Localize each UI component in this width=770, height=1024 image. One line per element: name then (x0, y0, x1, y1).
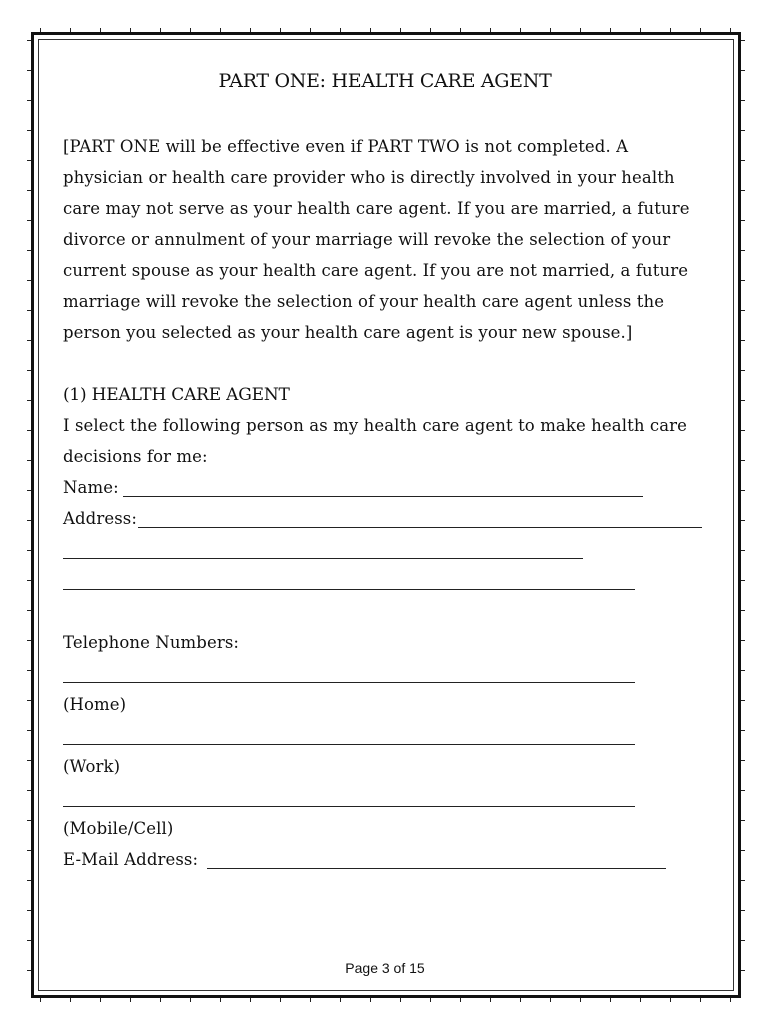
select-line: decisions for me: (63, 447, 208, 466)
border-tick (741, 160, 745, 161)
name-field[interactable] (123, 496, 643, 497)
border-tick (741, 40, 745, 41)
border-tick (741, 400, 745, 401)
border-tick (27, 550, 31, 551)
border-tick (741, 190, 745, 191)
border-tick (741, 970, 745, 971)
work-label: (Work) (63, 757, 121, 776)
border-tick (741, 340, 745, 341)
border-tick (27, 670, 31, 671)
border-tick (160, 28, 161, 32)
border-tick (280, 28, 281, 32)
border-tick (27, 280, 31, 281)
address-field-line-2[interactable] (63, 558, 583, 559)
border-tick (27, 760, 31, 761)
border-tick (250, 28, 251, 32)
border-tick (40, 998, 41, 1002)
border-tick (27, 220, 31, 221)
border-tick (741, 520, 745, 521)
home-phone-field[interactable] (63, 682, 635, 683)
border-tick (550, 998, 551, 1002)
border-tick (310, 28, 311, 32)
border-tick (741, 880, 745, 881)
address-field-line-1[interactable] (138, 527, 702, 528)
border-tick (741, 730, 745, 731)
border-tick (27, 580, 31, 581)
border-tick (580, 998, 581, 1002)
home-label: (Home) (63, 695, 127, 714)
border-tick (27, 820, 31, 821)
border-tick (190, 998, 191, 1002)
border-tick (40, 28, 41, 32)
border-tick (741, 910, 745, 911)
border-tick (100, 28, 101, 32)
section-heading: (1) HEALTH CARE AGENT (63, 385, 290, 405)
telephone-label: Telephone Numbers: (63, 633, 240, 652)
border-tick (741, 550, 745, 551)
mobile-phone-field[interactable] (63, 806, 635, 807)
border-tick (741, 610, 745, 611)
border-tick (160, 998, 161, 1002)
border-tick (27, 130, 31, 131)
border-tick (741, 580, 745, 581)
border-tick (490, 28, 491, 32)
border-tick (27, 250, 31, 251)
page-number: Page 3 of 15 (345, 960, 425, 976)
border-tick (700, 28, 701, 32)
border-tick (190, 28, 191, 32)
border-tick (340, 998, 341, 1002)
border-tick (430, 28, 431, 32)
border-tick (27, 970, 31, 971)
border-tick (27, 880, 31, 881)
border-tick (741, 370, 745, 371)
border-tick (741, 850, 745, 851)
intro-line: [PART ONE will be effective even if PART TWO is not completed. A (63, 137, 629, 156)
border-tick (520, 998, 521, 1002)
border-tick (27, 490, 31, 491)
border-tick (741, 250, 745, 251)
border-tick (27, 40, 31, 41)
work-phone-field[interactable] (63, 744, 635, 745)
border-tick (27, 460, 31, 461)
border-tick (670, 28, 671, 32)
border-tick (430, 998, 431, 1002)
border-tick (27, 310, 31, 311)
intro-line: current spouse as your health care agent. If you are not married, a future (63, 261, 689, 280)
border-tick (27, 340, 31, 341)
border-tick (220, 998, 221, 1002)
address-field-line-3[interactable] (63, 589, 635, 590)
border-tick (700, 998, 701, 1002)
border-tick (640, 998, 641, 1002)
border-tick (100, 998, 101, 1002)
border-tick (741, 100, 745, 101)
border-tick (610, 998, 611, 1002)
intro-line: care may not serve as your health care agent. If you are married, a future (63, 199, 690, 218)
page-title: PART ONE: HEALTH CARE AGENT (218, 70, 552, 92)
border-tick (741, 940, 745, 941)
border-tick (27, 370, 31, 371)
border-tick (70, 28, 71, 32)
border-tick (741, 70, 745, 71)
border-tick (280, 998, 281, 1002)
mobile-label: (Mobile/Cell) (63, 819, 174, 838)
intro-line: divorce or annulment of your marriage will revoke the selection of your (63, 230, 671, 249)
border-tick (27, 850, 31, 851)
border-tick (741, 220, 745, 221)
address-label: Address: (63, 509, 137, 528)
border-tick (27, 910, 31, 911)
border-tick (27, 70, 31, 71)
intro-line: marriage will revoke the selection of your health care agent unless the (63, 292, 665, 311)
border-tick (460, 28, 461, 32)
border-tick (730, 28, 731, 32)
border-tick (741, 130, 745, 131)
email-field[interactable] (207, 868, 666, 869)
name-label: Name: (63, 478, 119, 497)
border-tick (741, 640, 745, 641)
border-tick (250, 998, 251, 1002)
border-tick (27, 730, 31, 731)
border-tick (550, 28, 551, 32)
border-tick (27, 160, 31, 161)
border-tick (370, 28, 371, 32)
border-tick (741, 430, 745, 431)
border-tick (400, 998, 401, 1002)
border-tick (741, 700, 745, 701)
border-tick (730, 998, 731, 1002)
border-tick (27, 640, 31, 641)
border-tick (27, 520, 31, 521)
border-tick (520, 28, 521, 32)
border-tick (220, 28, 221, 32)
border-tick (741, 280, 745, 281)
border-tick (460, 998, 461, 1002)
border-tick (741, 460, 745, 461)
email-label: E-Mail Address: (63, 850, 199, 869)
border-tick (27, 700, 31, 701)
border-tick (310, 998, 311, 1002)
border-tick (741, 490, 745, 491)
border-tick (27, 430, 31, 431)
border-tick (580, 28, 581, 32)
border-tick (741, 310, 745, 311)
border-tick (400, 28, 401, 32)
border-tick (27, 940, 31, 941)
border-tick (27, 790, 31, 791)
border-tick (70, 998, 71, 1002)
border-tick (741, 760, 745, 761)
border-tick (741, 670, 745, 671)
border-tick (27, 610, 31, 611)
border-tick (130, 28, 131, 32)
select-line: I select the following person as my health care agent to make health care (63, 416, 688, 435)
border-tick (370, 998, 371, 1002)
border-tick (741, 790, 745, 791)
border-tick (27, 190, 31, 191)
border-tick (610, 28, 611, 32)
intro-line: physician or health care provider who is directly involved in your health (63, 168, 675, 187)
border-tick (741, 820, 745, 821)
border-tick (130, 998, 131, 1002)
intro-line: person you selected as your health care agent is your new spouse.] (63, 323, 633, 342)
border-tick (640, 28, 641, 32)
border-tick (340, 28, 341, 32)
border-tick (670, 998, 671, 1002)
border-tick (27, 100, 31, 101)
border-tick (490, 998, 491, 1002)
border-tick (27, 400, 31, 401)
